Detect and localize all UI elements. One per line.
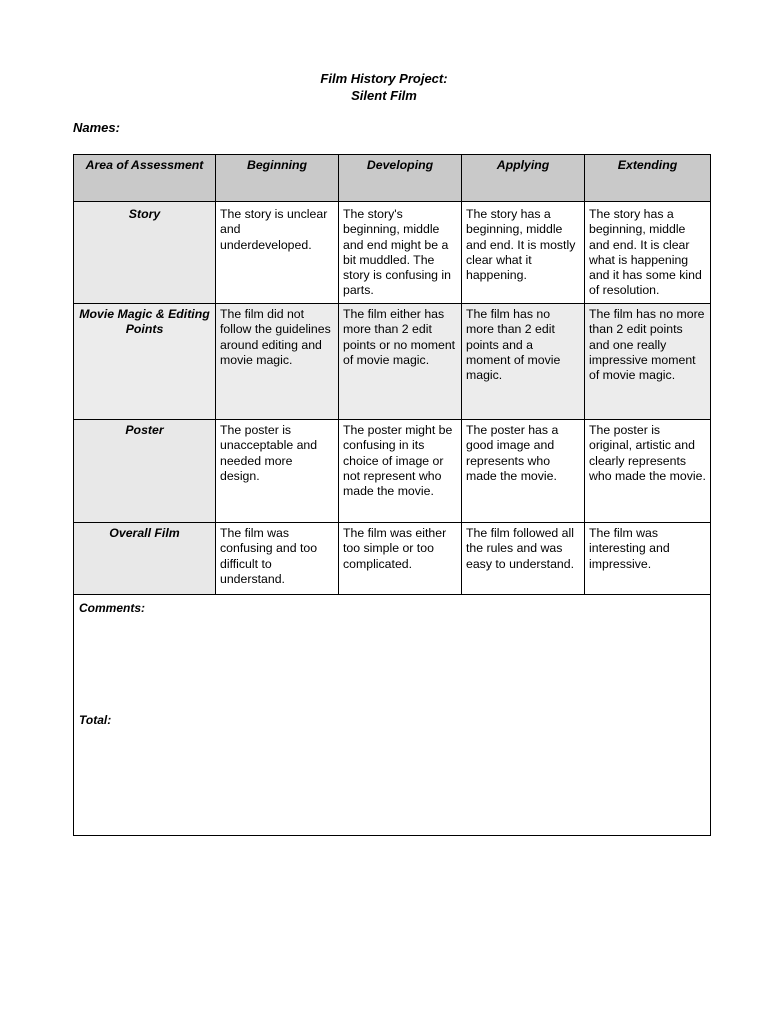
rubric-row-story	[74, 202, 711, 304]
rubric-row-overall-film	[74, 523, 711, 595]
table-cell: The story's beginning, middle and end might be a bit muddled. The story is confusing in parts.	[339, 202, 462, 304]
header-applying: Applying	[462, 155, 585, 202]
header-extending: Extending	[585, 155, 711, 202]
table-cell: The poster is unacceptable and needed more design.	[216, 420, 339, 523]
rubric-table	[73, 154, 711, 836]
table-cell: The film was confusing and too difficult to understand.	[216, 523, 339, 595]
table-cell: The story has a beginning, middle and end. It is clear what is happening and it has some kind of resolution.	[585, 202, 711, 304]
table-cell: The film was either too simple or too complicated.	[339, 523, 462, 595]
table-cell: The film was interesting and impressive.	[585, 523, 711, 595]
comments-row	[74, 595, 711, 836]
table-cell: The film did not follow the guidelines around editing and movie magic.	[216, 304, 339, 420]
names-label: Names:	[73, 120, 120, 135]
rubric-row-movie-magic	[74, 304, 711, 420]
header-developing: Developing	[339, 155, 462, 202]
document-subtitle: Silent Film	[351, 88, 417, 103]
row-label-story: Story	[74, 202, 216, 304]
rubric-row-poster	[74, 420, 711, 523]
table-cell: The film either has more than 2 edit points or no moment of movie magic.	[339, 304, 462, 420]
table-cell: The film has no more than 2 edit points and one really impressive moment of movie magic.	[585, 304, 711, 420]
row-label-poster: Poster	[74, 420, 216, 523]
table-cell: The story has a beginning, middle and end. It is mostly clear what it happening.	[462, 202, 585, 304]
table-cell: The story is unclear and underdeveloped.	[216, 202, 339, 304]
table-cell: The film has no more than 2 edit points and a moment of movie magic.	[462, 304, 585, 420]
total-label: Total:	[79, 713, 112, 727]
header-beginning: Beginning	[216, 155, 339, 202]
header-area-of-assessment: Area of Assessment	[74, 155, 216, 202]
table-cell: The poster has a good image and represents who made the movie.	[462, 420, 585, 523]
comments-box[interactable]	[74, 595, 711, 836]
table-cell: The poster might be confusing in its choice of image or not represent who made the movie.	[339, 420, 462, 523]
row-label-movie-magic: Movie Magic & Editing Points	[74, 304, 216, 420]
table-cell: The poster is original, artistic and clearly represents who made the movie.	[585, 420, 711, 523]
row-label-overall-film: Overall Film	[74, 523, 216, 595]
rubric-header-row	[74, 155, 711, 202]
document-title: Film History Project:	[320, 71, 448, 86]
comments-label: Comments:	[79, 601, 146, 615]
table-cell: The film followed all the rules and was easy to understand.	[462, 523, 585, 595]
